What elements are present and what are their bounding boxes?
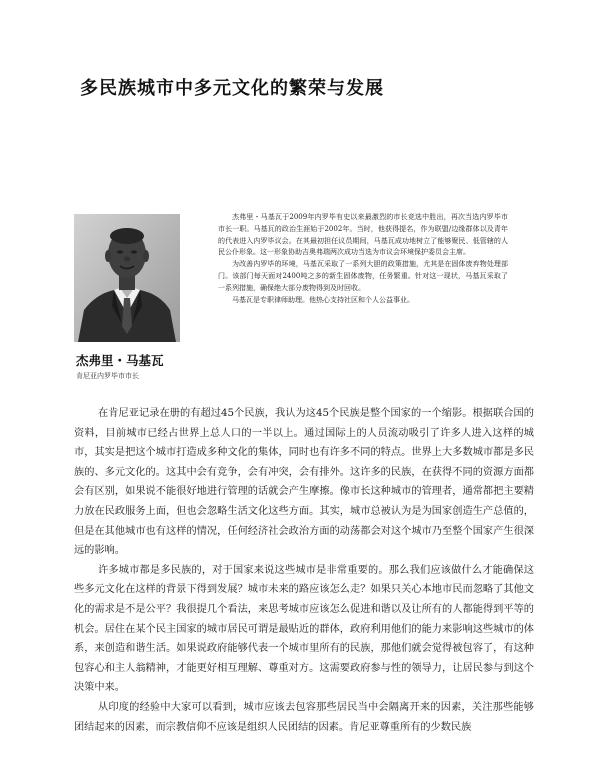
profile-role: 肯尼亚内罗毕市市长 [76,372,139,380]
body-paragraph: 许多城市都是多民族的，对于国家来说这些城市是非常重要的。那么我们应该做什么才能确保这些多元文化在这样的背景下得到发展？城市未来的路应该怎么走？如果只关心本地市民而忽略了其他文化的需求是不是公平？我很提几个看法，来思考城市应该怎么促进和谐以及让所有的人都能得到平等的机会。居住在某个民主国家的城市居民可谓是最贴近的群体，政府利用他们的能力来影响这些城市的体系，来创造和谐生活。如果说政府能够代表一个城市里所有的民族，那他们就会觉得被包容了，有这种包容心和主人翁精神，才能更好相互理解、尊重对方。这需要政府参与性的领导力，让居民参与到这个决策中来。 [74,564,534,694]
profile-bio [218,212,508,306]
bio-paragraph: 为改善内罗毕的环境，马基瓦采取了一系列大胆的政策措施，尤其是在固体废弃物处理部门。该部门每天面对2400吨之多的新生固体废物，任务繁重。针对这一现状，马基瓦采取了一系列措施，确保绝大部分废物得到及时回收。 [218,260,508,292]
bio-paragraph: 杰弗里・马基瓦于2009年内罗毕有史以来最激烈的市长竞选中胜出，再次当选内罗毕市市长一职。马基瓦的政治生涯始于2002年。当时，他获得提名，作为联盟/边缘群体以及青年的代表进入内罗毕议会。在其最初担任议员期间，马基瓦成功地树立了能够聚民、低管辖的人民公仆形象。这一形象协助吉奥弗瑞两次成功当选为市议会环境保护委员会主席。 [218,213,508,257]
article-title: 多民族城市中多元文化的繁荣与发展 [80,78,384,99]
body-paragraph: 从印度的经验中大家可以看到，城市应该去包容那些居民当中会隔离开来的因素，关注那些能够团结起来的因素，而宗教信仰不应该是组织人民团结的因素。肯尼亚尊重所有的少数民族 [74,701,534,733]
body-paragraph: 在肯尼亚记录在册的有超过45个民族，我认为这45个民族是整个国家的一个缩影。根据联合国的资料，目前城市已经占世界上总人口的一半以上。通过国际上的人员流动吸引了许多人进入这样的城市，其实是把这个城市打造成多种文化的集体，同时也有许多不同的特点。世界上大多数城市都是多民族的、多元文化的。这其中会有竞争，会有冲突，会有排外。这许多的民族，在获得不同的资源方面都会有区别，如果说不能很好地进行管理的话就会产生摩擦。像市长这种城市的管理者，通常都把主要精力放在民政服务上面，但也会忽略生活文化这些方面。其实，城市总被认为是为国家创造生产总值的，但是在其他城市也有这样的情况，任何经济社会政治方面的动荡都会对这个城市乃至整个国家产生很深远的影响。 [74,408,534,557]
profile-name: 杰弗里・马基瓦 [76,353,164,368]
article-body [74,404,534,737]
portrait-photo [74,214,180,342]
bio-paragraph: 马基瓦是专职律师助理。他热心支持社区和个人公益事业。 [232,295,414,304]
portrait-illustration [74,214,180,342]
